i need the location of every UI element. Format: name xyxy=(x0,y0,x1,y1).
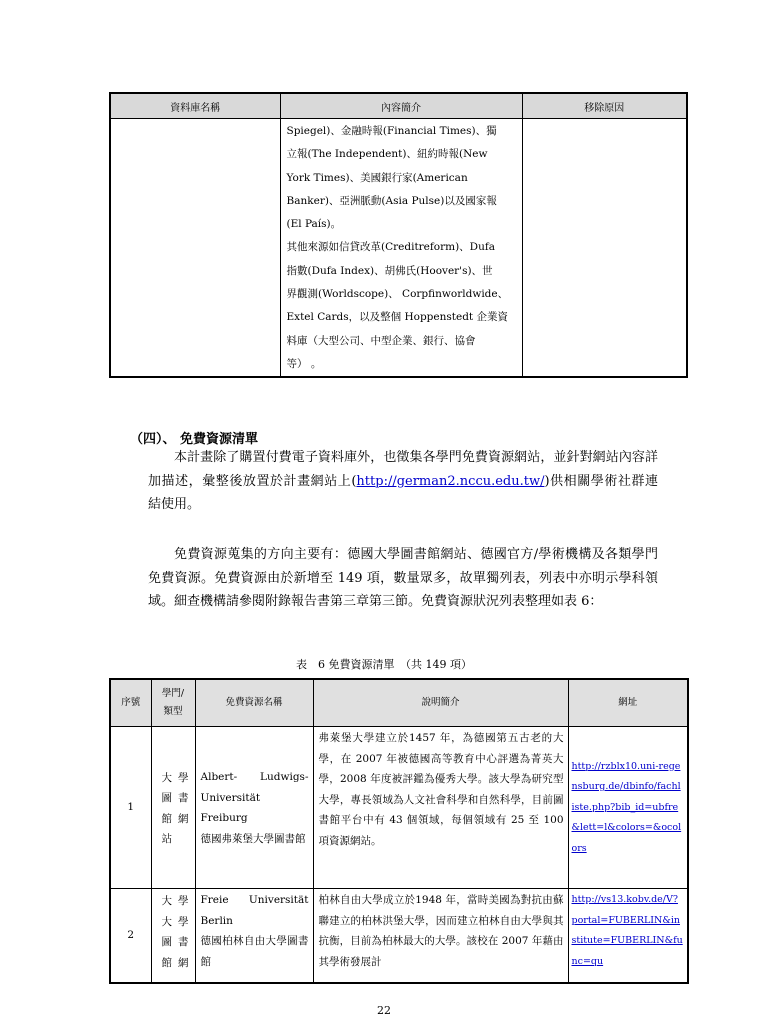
table-row xyxy=(110,119,687,378)
section-heading: （四）、 免費資源清單 xyxy=(130,432,259,447)
content-line: 其他來源如信貸改革(Creditreform)、Dufa xyxy=(286,241,496,254)
row-resource-name xyxy=(195,727,313,889)
row-category: 大學大學圖書館網 xyxy=(151,889,195,983)
paragraph-scope xyxy=(148,543,658,614)
content-line: 立報(The Independent)、紐約時報(New xyxy=(286,148,488,161)
content-line: Spiegel)、金融時報(Financial Times)、獨 xyxy=(286,125,497,137)
table1-header-name: 資料庫名稱 xyxy=(110,93,280,119)
header-name: 免費資源名稱 xyxy=(195,679,313,727)
header-url: 網址 xyxy=(568,679,688,727)
table1-header-row xyxy=(110,93,687,119)
row-category: 大學圖書館網站 xyxy=(151,727,195,889)
table2-header-row xyxy=(110,679,688,727)
content-line: 指數(Dufa Index)、胡佛氏(Hoover's)、世 xyxy=(286,264,493,277)
content-line: 界觀測(Worldscope)、 Corpfinworldwide、 xyxy=(286,288,509,301)
intro-text-after: )供相關學術社群連結使用。 xyxy=(148,473,659,512)
row-number: 1 xyxy=(110,727,151,889)
resource-name-en: Albert- Ludwigs-Universität Freiburg xyxy=(200,771,309,824)
content-line: 料庫（大型公司、中型企業、銀行、協會 xyxy=(286,334,476,347)
table1-header-content: 內容簡介 xyxy=(280,93,522,119)
resource-name-zh: 德國弗萊堡大學圖書館 xyxy=(200,832,306,845)
table-caption: 表 6 免費資源清單 （共 149 項） xyxy=(296,658,472,671)
row-url-link[interactable]: http://rzblx10.uni-regensburg.de/dbinfo/fachliste.php?bib_id=ubfre&lett=l&colors=&ocolors xyxy=(568,727,688,889)
resource-name-en: Freie Universität Berlin xyxy=(200,894,309,927)
row-url-link[interactable]: http://vs13.kobv.de/V?portal=FUBERLIN&institute=FUBERLIN&func=qu xyxy=(568,889,688,983)
table-row xyxy=(110,889,688,983)
table1-cell-content xyxy=(280,119,522,378)
row-number: 2 xyxy=(110,889,151,983)
row-description: 柏林自由大學成立於1948 年，當時美國為對抗由蘇聯建立的柏林洪堡大學，因而建立柏林自由大學與其抗衡，目前為柏林最大的大學。該校在 2007 年藉由其學術發展計 xyxy=(313,889,568,983)
content-line: (El País)。 xyxy=(286,218,342,231)
paragraph-intro xyxy=(148,446,658,517)
table-row xyxy=(110,727,688,889)
content-line: York Times)、美國銀行家(American xyxy=(286,171,468,184)
content-line: Extel Cards，以及整個 Hoppenstedt 企業資 xyxy=(286,311,508,324)
row-description: 弗萊堡大學建立於1457 年，為德國第五古老的大學，在 2007 年被德國高等教育中心評選為菁英大學，2008 年度被評鑑為優秀大學。該大學為研究型大學，專長領域為人文社會科學和自然科學，目前圖書館平台中有 43 個領域，每個領域有 25 至 100 項資源網站。 xyxy=(313,727,568,889)
scope-text: 免費資源蒐集的方向主要有：德國大學圖書館網站、德國官方/學術機構及各類學門免費資源。免費資源由於新增至 149 項，數量眾多，故單獨列表，列表中亦明示學科領域。細查機構請參閱附錄報告書第三章第三節。免費資源狀況列表整理如表 6： xyxy=(148,547,658,609)
project-site-link[interactable]: http://german2.nccu.edu.tw/ xyxy=(356,473,545,489)
header-category-line2: 類型 xyxy=(163,706,183,717)
header-category xyxy=(151,679,195,727)
database-removal-table xyxy=(109,92,688,378)
header-no: 序號 xyxy=(110,679,151,727)
table1-cell-name xyxy=(110,119,280,378)
table1-header-reason: 移除原因 xyxy=(522,93,687,119)
header-category-line1: 學門/ xyxy=(161,688,185,699)
intro-text-before: 本計畫除了購置付費電子資料庫外，也徵集各學門免費資源網站，並針對網站內容詳加描述，彙整後放置於計畫網站上( xyxy=(148,450,658,489)
content-line: 等） 。 xyxy=(286,357,322,370)
page-number: 22 xyxy=(377,1004,391,1017)
row-resource-name xyxy=(195,889,313,983)
free-resources-table xyxy=(109,678,689,984)
content-line: Banker)、亞洲脈動(Asia Pulse)以及國家報 xyxy=(286,194,497,207)
table1-cell-reason xyxy=(522,119,687,378)
resource-name-zh: 德國柏林自由大學圖書館 xyxy=(200,935,309,968)
header-desc: 說明簡介 xyxy=(313,679,568,727)
